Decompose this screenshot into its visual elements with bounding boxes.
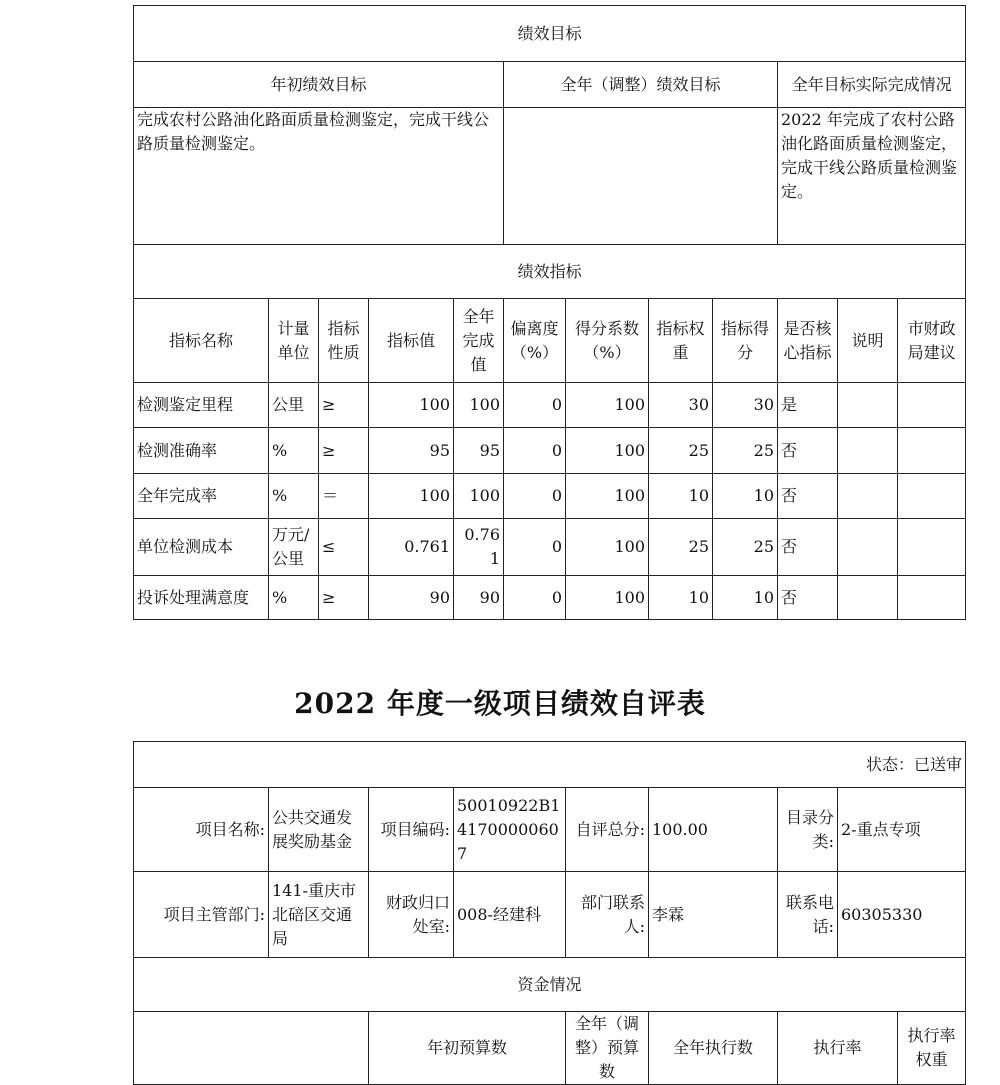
indicator-target: 90 (369, 576, 454, 620)
header-actual: 全年完成值 (454, 299, 504, 383)
indicator-deviation: 0 (504, 474, 566, 519)
indicator-nature: ≥ (319, 428, 369, 474)
table-row (134, 519, 966, 576)
header-note: 说明 (838, 299, 898, 383)
indicator-target: 95 (369, 428, 454, 474)
indicator-note (838, 383, 898, 428)
project-table (133, 741, 966, 1085)
indicator-coefficient: 100 (566, 576, 649, 620)
goals-initial-text: 完成农村公路油化路面质量检测鉴定，完成干线公路质量检测鉴定。 (134, 108, 504, 245)
indicator-name: 检测鉴定里程 (134, 383, 269, 428)
table-row (134, 383, 966, 428)
indicator-weight: 25 (649, 428, 713, 474)
indicator-actual: 95 (454, 428, 504, 474)
indicator-unit: % (269, 428, 319, 474)
indicator-score: 10 (713, 576, 778, 620)
header-target: 指标值 (369, 299, 454, 383)
indicator-deviation: 0 (504, 383, 566, 428)
indicator-nature: ≥ (319, 576, 369, 620)
header-advice: 市财政局建议 (898, 299, 966, 383)
indicator-note (838, 428, 898, 474)
indicator-actual: 0.761 (454, 519, 504, 576)
table-row (134, 576, 966, 620)
indicator-advice (898, 519, 966, 576)
goals-adjusted-text (504, 108, 778, 245)
indicators-section-title: 绩效指标 (134, 245, 966, 299)
label-category: 目录分类: (778, 788, 838, 872)
indicator-weight: 10 (649, 474, 713, 519)
indicator-coefficient: 100 (566, 519, 649, 576)
header-unit: 计量单位 (269, 299, 319, 383)
label-contact: 部门联系人: (566, 872, 649, 958)
goals-section-title: 绩效目标 (134, 6, 966, 62)
indicator-coefficient: 100 (566, 474, 649, 519)
indicator-deviation: 0 (504, 519, 566, 576)
goals-header-initial: 年初绩效目标 (134, 62, 504, 108)
goals-header-actual: 全年目标实际完成情况 (778, 62, 966, 108)
header-indicator-name: 指标名称 (134, 299, 269, 383)
value-dept: 141-重庆市北碚区交通局 (269, 872, 369, 958)
performance-table (133, 5, 966, 620)
indicator-score: 25 (713, 428, 778, 474)
label-self-score: 自评总分: (566, 788, 649, 872)
indicator-weight: 30 (649, 383, 713, 428)
goals-header-adjusted: 全年（调整）绩效目标 (504, 62, 778, 108)
indicator-score: 25 (713, 519, 778, 576)
value-phone: 60305330 (838, 872, 966, 958)
header-deviation: 偏离度（%） (504, 299, 566, 383)
indicator-name: 投诉处理满意度 (134, 576, 269, 620)
header-coefficient: 得分系数（%） (566, 299, 649, 383)
value-category: 2-重点专项 (838, 788, 966, 872)
indicator-actual: 100 (454, 383, 504, 428)
indicator-nature: ＝ (319, 474, 369, 519)
indicator-coefficient: 100 (566, 428, 649, 474)
indicator-name: 单位检测成本 (134, 519, 269, 576)
indicator-note (838, 474, 898, 519)
indicator-core: 否 (778, 474, 838, 519)
indicator-coefficient: 100 (566, 383, 649, 428)
indicator-core: 否 (778, 428, 838, 474)
header-nature: 指标性质 (319, 299, 369, 383)
indicator-core: 否 (778, 519, 838, 576)
indicator-weight: 10 (649, 576, 713, 620)
header-core: 是否核心指标 (778, 299, 838, 383)
funds-header-initial-budget: 年初预算数 (369, 1012, 566, 1085)
label-project-name: 项目名称: (134, 788, 269, 872)
funds-section-title: 资金情况 (134, 958, 966, 1012)
indicator-unit: % (269, 474, 319, 519)
label-dept: 项目主管部门: (134, 872, 269, 958)
indicator-score: 10 (713, 474, 778, 519)
indicator-unit: % (269, 576, 319, 620)
indicator-name: 检测准确率 (134, 428, 269, 474)
form-title: 2022 年度一级项目绩效自评表 (294, 687, 706, 720)
value-project-code: 50010922B141700000607 (454, 788, 566, 872)
indicator-advice (898, 576, 966, 620)
indicator-advice (898, 383, 966, 428)
value-contact: 李霖 (649, 872, 778, 958)
value-self-score: 100.00 (649, 788, 778, 872)
table-row (134, 474, 966, 519)
funds-header-executed: 全年执行数 (649, 1012, 778, 1085)
indicator-actual: 90 (454, 576, 504, 620)
value-project-name: 公共交通发展奖励基金 (269, 788, 369, 872)
indicator-deviation: 0 (504, 428, 566, 474)
indicator-unit: 万元/公里 (269, 519, 319, 576)
funds-header-exec-weight: 执行率权重 (898, 1012, 966, 1085)
indicator-note (838, 519, 898, 576)
goals-actual-text: 2022 年完成了农村公路油化路面质量检测鉴定，完成干线公路质量检测鉴定。 (778, 108, 966, 245)
indicator-nature: ≤ (319, 519, 369, 576)
indicator-actual: 100 (454, 474, 504, 519)
indicator-name: 全年完成率 (134, 474, 269, 519)
indicator-advice (898, 428, 966, 474)
label-finance-office: 财政归口处室: (369, 872, 454, 958)
indicator-weight: 25 (649, 519, 713, 576)
label-project-code: 项目编码: (369, 788, 454, 872)
indicator-nature: ≥ (319, 383, 369, 428)
indicator-note (838, 576, 898, 620)
indicator-score: 30 (713, 383, 778, 428)
indicator-deviation: 0 (504, 576, 566, 620)
value-finance-office: 008-经建科 (454, 872, 566, 958)
label-phone: 联系电话: (778, 872, 838, 958)
table-row (134, 428, 966, 474)
funds-header-adjusted-budget: 全年（调整）预算数 (566, 1012, 649, 1085)
indicator-unit: 公里 (269, 383, 319, 428)
indicator-target: 100 (369, 383, 454, 428)
indicator-core: 是 (778, 383, 838, 428)
status-badge: 状态：已送审 (134, 742, 966, 788)
header-weight: 指标权重 (649, 299, 713, 383)
funds-header-exec-rate: 执行率 (778, 1012, 898, 1085)
indicator-advice (898, 474, 966, 519)
indicator-target: 100 (369, 474, 454, 519)
indicator-core: 否 (778, 576, 838, 620)
funds-header-blank (134, 1012, 369, 1085)
header-score: 指标得分 (713, 299, 778, 383)
indicator-target: 0.761 (369, 519, 454, 576)
